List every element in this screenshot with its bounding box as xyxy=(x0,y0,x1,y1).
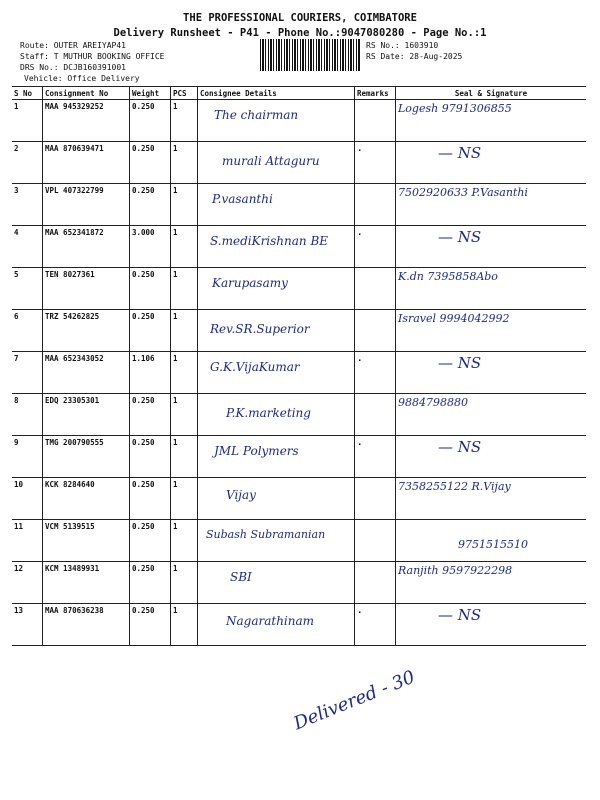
cell-pcs: 1 xyxy=(171,226,198,268)
cell-weight: 0.250 xyxy=(130,478,171,520)
signature-handwriting: 9751515510 xyxy=(458,538,528,551)
cell-remarks: . xyxy=(355,142,396,184)
company-title: THE PROFESSIONAL COURIERS, COIMBATORE xyxy=(183,12,417,24)
cell-consignment: KCK 8284640 xyxy=(43,478,130,520)
cell-remarks xyxy=(355,520,396,562)
table-row xyxy=(12,436,586,478)
rs-no-label: RS No.: 1603910 xyxy=(366,41,439,50)
delivered-note: Delivered - 30 xyxy=(290,666,418,735)
cell-sno: 6 xyxy=(12,310,43,352)
consignee-handwriting: Vijay xyxy=(226,488,256,502)
cell-sno: 12 xyxy=(12,562,43,604)
cell-consignee xyxy=(198,352,355,394)
cell-weight: 0.250 xyxy=(130,184,171,226)
cell-pcs: 1 xyxy=(171,604,198,646)
cell-weight: 0.250 xyxy=(130,394,171,436)
signature-handwriting: — NS xyxy=(438,438,482,456)
cell-pcs: 1 xyxy=(171,184,198,226)
cell-sno: 4 xyxy=(12,226,43,268)
cell-remarks xyxy=(355,184,396,226)
runsheet-title: Delivery Runsheet - P41 - Phone No.:9047080280 - Page No.:1 xyxy=(113,27,487,39)
cell-weight: 0.250 xyxy=(130,142,171,184)
cell-consignment: MAA 945329252 xyxy=(43,100,130,142)
cell-consignee xyxy=(198,268,355,310)
cell-sno: 8 xyxy=(12,394,43,436)
cell-signature xyxy=(396,100,587,142)
cell-consignee xyxy=(198,520,355,562)
cell-consignee xyxy=(198,142,355,184)
table-row xyxy=(12,352,586,394)
cell-consignment: KCM 13489931 xyxy=(43,562,130,604)
table-row xyxy=(12,394,586,436)
cell-consignee xyxy=(198,226,355,268)
cell-consignment: MAA 870639471 xyxy=(43,142,130,184)
cell-weight: 0.250 xyxy=(130,268,171,310)
cell-consignment: TMG 200790555 xyxy=(43,436,130,478)
cell-signature xyxy=(396,604,587,646)
cell-consignee xyxy=(198,562,355,604)
cell-sno: 5 xyxy=(12,268,43,310)
table-row xyxy=(12,142,586,184)
cell-consignment: VPL 407322799 xyxy=(43,184,130,226)
cell-remarks xyxy=(355,268,396,310)
col-sno: S No xyxy=(12,87,43,100)
cell-weight: 0.250 xyxy=(130,436,171,478)
cell-sno: 13 xyxy=(12,604,43,646)
table-row xyxy=(12,520,586,562)
cell-pcs: 1 xyxy=(171,352,198,394)
signature-handwriting: K.dn 7395858Abo xyxy=(398,270,498,283)
cell-weight: 0.250 xyxy=(130,604,171,646)
rs-date-label: RS Date: 28-Aug-2025 xyxy=(366,52,463,61)
col-pcs: PCS xyxy=(171,87,198,100)
cell-signature xyxy=(396,226,587,268)
col-consignment: Consignment No xyxy=(43,87,130,100)
cell-signature xyxy=(396,520,587,562)
consignee-handwriting: G.K.VijaKumar xyxy=(210,360,300,374)
table-row xyxy=(12,226,586,268)
cell-sno: 1 xyxy=(12,100,43,142)
table-row xyxy=(12,268,586,310)
cell-remarks xyxy=(355,310,396,352)
signature-handwriting: 9884798880 xyxy=(398,396,468,409)
table-row xyxy=(12,604,586,646)
cell-pcs: 1 xyxy=(171,478,198,520)
cell-consignment: EDQ 23305301 xyxy=(43,394,130,436)
barcode xyxy=(260,39,360,71)
cell-remarks xyxy=(355,394,396,436)
col-consignee: Consignee Details xyxy=(198,87,355,100)
cell-sno: 2 xyxy=(12,142,43,184)
cell-signature xyxy=(396,394,587,436)
cell-consignee xyxy=(198,478,355,520)
consignee-handwriting: S.mediKrishnan BE xyxy=(210,234,329,248)
signature-handwriting: 7358255122 R.Vijay xyxy=(398,480,511,493)
cell-remarks xyxy=(355,562,396,604)
cell-signature xyxy=(396,310,587,352)
table-row xyxy=(12,100,586,142)
cell-weight: 0.250 xyxy=(130,310,171,352)
vehicle-label: Vehicle: Office Delivery xyxy=(24,74,140,83)
consignee-handwriting: Subash Subramanian xyxy=(206,528,326,541)
col-weight: Weight xyxy=(130,87,171,100)
consignee-handwriting: P.vasanthi xyxy=(212,192,273,206)
cell-consignment: MAA 652341872 xyxy=(43,226,130,268)
consignee-handwriting: SBI xyxy=(230,570,252,584)
cell-remarks: . xyxy=(355,436,396,478)
signature-handwriting: — NS xyxy=(438,144,482,162)
consignee-handwriting: P.K.marketing xyxy=(226,406,311,420)
consignee-handwriting: Karupasamy xyxy=(212,276,288,290)
cell-pcs: 1 xyxy=(171,436,198,478)
consignee-handwriting: Nagarathinam xyxy=(226,614,315,628)
cell-weight: 3.000 xyxy=(130,226,171,268)
signature-handwriting: — NS xyxy=(438,228,482,246)
signature-handwriting: Isravel 9994042992 xyxy=(398,312,510,325)
cell-consignment: MAA 870636238 xyxy=(43,604,130,646)
cell-consignment: VCM 5139515 xyxy=(43,520,130,562)
table-row xyxy=(12,478,586,520)
runsheet-table xyxy=(12,86,586,646)
cell-remarks: . xyxy=(355,226,396,268)
consignee-handwriting: JML Polymers xyxy=(214,444,299,458)
cell-pcs: 1 xyxy=(171,562,198,604)
cell-weight: 1.106 xyxy=(130,352,171,394)
cell-consignee xyxy=(198,100,355,142)
cell-pcs: 1 xyxy=(171,520,198,562)
cell-signature xyxy=(396,352,587,394)
signature-handwriting: 7502920633 P.Vasanthi xyxy=(398,186,528,199)
consignee-handwriting: murali Attaguru xyxy=(222,154,320,168)
cell-signature xyxy=(396,184,587,226)
cell-pcs: 1 xyxy=(171,100,198,142)
cell-weight: 0.250 xyxy=(130,520,171,562)
cell-pcs: 1 xyxy=(171,310,198,352)
cell-remarks: . xyxy=(355,352,396,394)
cell-sno: 9 xyxy=(12,436,43,478)
cell-signature xyxy=(396,478,587,520)
drs-label: DRS No.: DCJB160391001 xyxy=(20,63,126,72)
cell-pcs: 1 xyxy=(171,142,198,184)
cell-consignment: MAA 652343052 xyxy=(43,352,130,394)
table-header-row xyxy=(12,87,586,100)
cell-sno: 10 xyxy=(12,478,43,520)
cell-sno: 7 xyxy=(12,352,43,394)
consignee-handwriting: The chairman xyxy=(214,108,299,122)
route-label: Route: OUTER AREIYAP41 xyxy=(20,41,126,50)
cell-signature xyxy=(396,562,587,604)
signature-handwriting: Ranjith 9597922298 xyxy=(398,564,513,577)
consignee-handwriting: Rev.SR.Superior xyxy=(210,322,310,336)
col-signature: Seal & Signature xyxy=(396,87,587,100)
cell-signature xyxy=(396,268,587,310)
cell-weight: 0.250 xyxy=(130,562,171,604)
cell-remarks xyxy=(355,478,396,520)
signature-handwriting: — NS xyxy=(438,606,482,624)
cell-consignee xyxy=(198,436,355,478)
signature-handwriting: Logesh 9791306855 xyxy=(398,102,512,115)
cell-consignment: TRZ 54262825 xyxy=(43,310,130,352)
col-remarks: Remarks xyxy=(355,87,396,100)
signature-handwriting: — NS xyxy=(438,354,482,372)
cell-signature xyxy=(396,142,587,184)
cell-pcs: 1 xyxy=(171,394,198,436)
cell-weight: 0.250 xyxy=(130,100,171,142)
cell-sno: 11 xyxy=(12,520,43,562)
cell-consignee xyxy=(198,604,355,646)
cell-sno: 3 xyxy=(12,184,43,226)
cell-consignment: TEN 8027361 xyxy=(43,268,130,310)
table-row xyxy=(12,310,586,352)
cell-consignee xyxy=(198,394,355,436)
cell-pcs: 1 xyxy=(171,268,198,310)
staff-label: Staff: T MUTHUR BOOKING OFFICE xyxy=(20,52,165,61)
cell-consignee xyxy=(198,184,355,226)
cell-remarks xyxy=(355,100,396,142)
cell-remarks: . xyxy=(355,604,396,646)
cell-signature xyxy=(396,436,587,478)
cell-consignee xyxy=(198,310,355,352)
table-row xyxy=(12,184,586,226)
table-row xyxy=(12,562,586,604)
